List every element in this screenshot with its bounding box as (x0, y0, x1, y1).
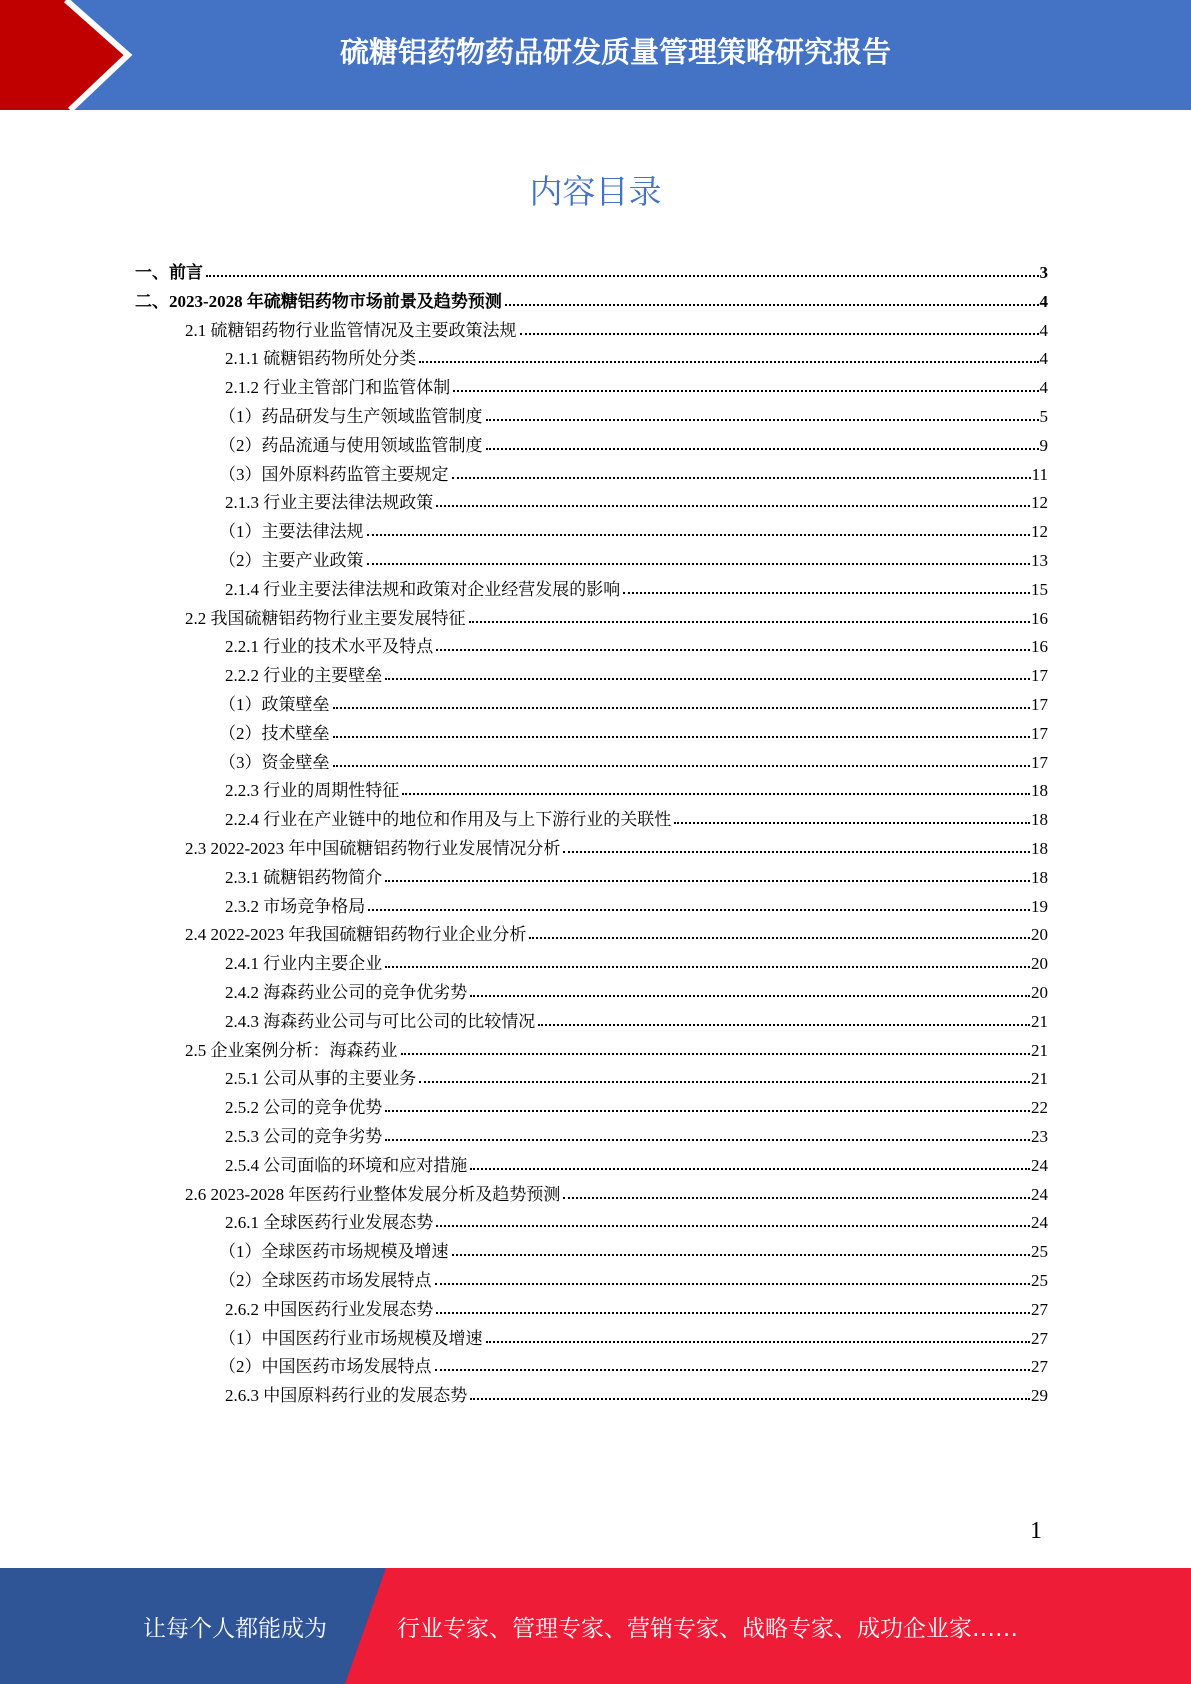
toc-entry-page: 20 (1031, 954, 1048, 974)
toc-entry[interactable] (135, 255, 1048, 283)
toc-entry-page: 18 (1031, 839, 1048, 858)
toc-entry-page: 4 (1039, 291, 1048, 311)
toc-entry[interactable] (225, 1119, 1048, 1147)
toc-entry[interactable] (225, 1004, 1048, 1032)
dot-leader (206, 275, 1039, 277)
toc-entry-label: 二、2023-2028 年硫糖铝药物市场前景及趋势预测 (135, 291, 502, 311)
toc-entry[interactable] (225, 1090, 1048, 1118)
toc-entry-label: （1）药品研发与生产领域监管制度 (219, 407, 483, 426)
toc-entry-label: 2.6 2023-2028 年医药行业整体发展分析及趋势预测 (185, 1184, 561, 1204)
dot-leader (486, 448, 1039, 450)
dot-leader (435, 1283, 1031, 1285)
toc-entry[interactable] (225, 629, 1048, 657)
toc-entry-page: 20 (1031, 983, 1048, 1002)
toc-entry-label: （1）全球医药市场规模及增速 (219, 1242, 449, 1262)
toc-entry[interactable] (135, 284, 1048, 312)
dot-leader (674, 822, 1030, 824)
toc-entry-page: 5 (1039, 407, 1048, 426)
toc-entry[interactable] (219, 514, 1048, 542)
toc-entry[interactable] (219, 1349, 1048, 1377)
toc-entry-page: 17 (1031, 666, 1048, 686)
report-title: 硫糖铝药物药品研发质量管理策略研究报告 (339, 35, 891, 69)
dot-leader (538, 1024, 1030, 1026)
toc-entry-label: 2.4.3 海森药业公司与可比公司的比较情况 (225, 1011, 536, 1031)
toc-entry-page: 24 (1031, 1155, 1048, 1175)
dot-leader (385, 678, 1030, 680)
toc-entry-label: 2.5.3 公司的竞争劣势 (225, 1127, 383, 1146)
dot-leader (435, 1369, 1031, 1371)
toc-entry[interactable] (185, 917, 1048, 945)
toc-entry[interactable] (219, 428, 1048, 456)
toc-entry-label: 2.5.1 公司从事的主要业务 (225, 1069, 417, 1089)
dot-leader (563, 851, 1030, 853)
dot-leader (452, 1254, 1031, 1256)
dot-leader (436, 649, 1030, 651)
dot-leader (419, 1081, 1030, 1083)
toc-entry-page: 21 (1031, 1069, 1048, 1089)
toc-entry-page: 19 (1031, 896, 1048, 916)
toc-entry-page: 4 (1039, 349, 1048, 369)
toc-entry[interactable] (219, 457, 1048, 485)
dot-leader (452, 477, 1031, 479)
toc-entry-label: 2.1 硫糖铝药物行业监管情况及主要政策法规 (185, 320, 517, 340)
toc-entry[interactable] (225, 773, 1048, 801)
toc-entry-page: 3 (1039, 263, 1048, 282)
dot-leader (368, 909, 1030, 911)
toc-entry-page: 13 (1031, 551, 1048, 570)
dot-leader (385, 1139, 1030, 1141)
toc-entry-page: 11 (1031, 464, 1048, 484)
toc-entry-label: 2.5.4 公司面临的环境和应对措施 (225, 1155, 468, 1175)
toc-entry[interactable] (225, 1292, 1048, 1320)
toc-entry-page: 9 (1039, 435, 1048, 455)
toc-entry-page: 29 (1031, 1386, 1048, 1406)
dot-leader (419, 361, 1038, 363)
dot-leader (486, 419, 1039, 421)
dot-leader (367, 534, 1031, 536)
toc-entry-label: 2.6.2 中国医药行业发展态势 (225, 1299, 434, 1319)
toc-entry[interactable] (225, 1061, 1048, 1089)
toc-entry-page: 27 (1031, 1328, 1048, 1348)
toc-entry[interactable] (219, 399, 1048, 427)
toc-entry[interactable] (219, 543, 1048, 571)
toc-entry[interactable] (219, 1321, 1048, 1349)
toc-entry-page: 25 (1031, 1271, 1048, 1290)
dot-leader (385, 1110, 1030, 1112)
dot-leader (470, 1398, 1030, 1400)
toc-entry-label: 2.4.1 行业内主要企业 (225, 954, 383, 974)
toc-entry-page: 4 (1039, 320, 1048, 340)
toc-entry-page: 15 (1031, 579, 1048, 599)
toc-entry-label: （2）主要产业政策 (219, 551, 364, 570)
toc-entry-label: （2）技术壁垒 (219, 723, 330, 743)
dot-leader (436, 1225, 1030, 1227)
dot-leader (470, 1168, 1030, 1170)
toc-entry-label: （2）中国医药市场发展特点 (219, 1357, 432, 1377)
toc-entry-label: （1）主要法律法规 (219, 522, 364, 542)
toc-entry-label: （3）国外原料药监管主要规定 (219, 464, 449, 484)
toc-entry-page: 23 (1031, 1127, 1048, 1146)
toc-entry-label: 2.2 我国硫糖铝药物行业主要发展特征 (185, 608, 466, 628)
toc-entry-page: 20 (1031, 925, 1048, 945)
toc-entry-page: 12 (1031, 493, 1048, 513)
toc-entry-label: 2.2.4 行业在产业链中的地位和作用及与上下游行业的关联性 (225, 810, 672, 830)
toc-entry-label: 2.3.1 硫糖铝药物简介 (225, 867, 383, 887)
toc-entry-page: 27 (1031, 1299, 1048, 1319)
toc-entry[interactable] (225, 946, 1048, 974)
toc-entry[interactable] (225, 341, 1048, 369)
toc-entry-label: 2.1.2 行业主管部门和监管体制 (225, 378, 451, 398)
toc-heading: 内容目录 (529, 172, 662, 211)
toc-entry-label: （3）资金壁垒 (219, 752, 330, 772)
toc-entry[interactable] (225, 975, 1048, 1003)
dot-leader (505, 304, 1039, 306)
toc-entry-page: 27 (1031, 1357, 1048, 1377)
toc-entry[interactable] (225, 1148, 1048, 1176)
toc-entry[interactable] (219, 687, 1048, 715)
toc-entry[interactable] (185, 1177, 1048, 1205)
toc-entry[interactable] (219, 1263, 1048, 1291)
dot-leader (401, 1053, 1031, 1055)
toc-entry-label: 2.1.3 行业主要法律法规政策 (225, 493, 434, 513)
toc-entry-label: （1）中国医药行业市场规模及增速 (219, 1328, 483, 1348)
toc-entry-page: 17 (1031, 695, 1048, 714)
toc-entry-label: 2.6.1 全球医药行业发展态势 (225, 1213, 434, 1233)
dot-leader (436, 505, 1030, 507)
toc-entry-page: 24 (1031, 1184, 1048, 1204)
dot-leader (385, 880, 1030, 882)
toc-entry[interactable] (185, 831, 1048, 859)
dot-leader (402, 793, 1030, 795)
toc-entry[interactable] (185, 313, 1048, 341)
toc-entry-page: 16 (1031, 637, 1048, 657)
dot-leader (333, 736, 1031, 738)
dot-leader (470, 995, 1030, 997)
toc-entry[interactable] (225, 802, 1048, 830)
toc-entry-page: 18 (1031, 867, 1048, 887)
toc-entry-page: 17 (1031, 752, 1048, 772)
toc-entry-page: 4 (1039, 378, 1048, 398)
dot-leader (469, 621, 1031, 623)
toc-entry-page: 17 (1031, 723, 1048, 743)
toc-entry-label: 2.3 2022-2023 年中国硫糖铝药物行业发展情况分析 (185, 839, 561, 858)
toc-entry[interactable] (225, 1378, 1048, 1406)
toc-entry-label: 2.1.4 行业主要法律法规和政策对企业经营发展的影响 (225, 579, 621, 599)
dot-leader (333, 707, 1031, 709)
toc-entry-label: 2.2.1 行业的技术水平及特点 (225, 637, 434, 657)
toc-entry-label: 2.2.3 行业的周期性特征 (225, 781, 400, 801)
toc-entry[interactable] (225, 860, 1048, 888)
toc-entry-label: 2.4 2022-2023 年我国硫糖铝药物行业企业分析 (185, 925, 527, 945)
toc-entry[interactable] (225, 572, 1048, 600)
toc-entry-label: 2.4.2 海森药业公司的竞争优劣势 (225, 983, 468, 1002)
toc-entry[interactable] (225, 370, 1048, 398)
toc-entry-page: 21 (1031, 1040, 1048, 1060)
dot-leader (385, 966, 1030, 968)
toc-entry[interactable] (225, 658, 1048, 686)
footer-band (0, 1568, 1191, 1684)
toc-entry-label: （2）全球医药市场发展特点 (219, 1271, 432, 1290)
toc-entry-page: 12 (1031, 522, 1048, 542)
toc-entry-page: 21 (1031, 1011, 1048, 1031)
toc-entry[interactable] (185, 1033, 1048, 1061)
dot-leader (333, 765, 1031, 767)
page-number: 1 (1030, 1518, 1042, 1544)
dot-leader (563, 1197, 1030, 1199)
dot-leader (486, 1341, 1031, 1343)
toc-entry-label: 2.2.2 行业的主要壁垒 (225, 666, 383, 686)
toc-entry-page: 25 (1031, 1242, 1048, 1262)
toc-entry[interactable] (219, 745, 1048, 773)
toc-entry[interactable] (219, 716, 1048, 744)
toc-entry-page: 18 (1031, 781, 1048, 801)
dot-leader (520, 333, 1039, 335)
toc-entry[interactable] (225, 1205, 1048, 1233)
toc-entry-page: 22 (1031, 1098, 1048, 1118)
dot-leader (436, 1312, 1030, 1314)
toc-entry-page: 16 (1031, 608, 1048, 628)
toc-entry-label: 2.5 企业案例分析：海森药业 (185, 1040, 398, 1060)
toc-entry-label: 2.1.1 硫糖铝药物所处分类 (225, 349, 417, 369)
toc-entry-label: （1）政策壁垒 (219, 695, 330, 714)
dot-leader (529, 937, 1030, 939)
dot-leader (623, 592, 1030, 594)
toc-entry-label: 一、前言 (135, 263, 203, 282)
dot-leader (367, 563, 1031, 565)
report-header-band (0, 0, 1191, 110)
toc-entry-page: 18 (1031, 810, 1048, 830)
footer-slogan-left: 让每个人都能成为 (143, 1616, 327, 1642)
toc-entry[interactable] (185, 601, 1048, 629)
footer-slogan-right: 行业专家、管理专家、营销专家、战略专家、成功企业家…… (397, 1616, 1018, 1642)
toc-entry[interactable] (225, 485, 1048, 513)
toc-entry-label: （2）药品流通与使用领域监管制度 (219, 435, 483, 455)
toc-entry[interactable] (225, 889, 1048, 917)
dot-leader (453, 390, 1038, 392)
toc-entry-label: 2.5.2 公司的竞争优势 (225, 1098, 383, 1118)
toc-entry-label: 2.3.2 市场竞争格局 (225, 896, 366, 916)
toc-entry-page: 24 (1031, 1213, 1048, 1233)
toc-entry[interactable] (219, 1234, 1048, 1262)
toc-entry-label: 2.6.3 中国原料药行业的发展态势 (225, 1386, 468, 1406)
